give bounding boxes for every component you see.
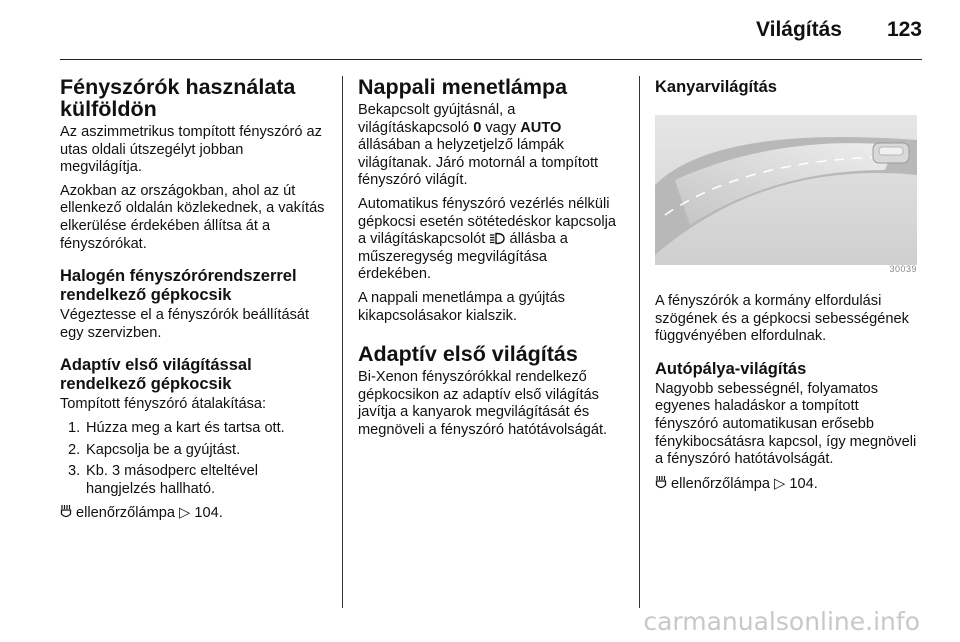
paragraph: Végeztesse el a fényszórók beállítását egy szervizben. xyxy=(60,307,310,341)
image-code: 30039 xyxy=(889,264,917,275)
heading-adaptive-front-lighting: Adaptív első világítás xyxy=(358,342,578,367)
page-ref[interactable]: 104. xyxy=(194,505,223,522)
road-curve-image xyxy=(655,115,917,283)
paragraph: Bi-Xenon fényszórókkal rendelkező gépkocsikon az adaptív első világítás javítja a kanyarok megvilágítását és megnöveli a fényszóró hatótávolságát. xyxy=(358,369,608,438)
column-1 xyxy=(60,76,328,529)
paragraph: Automatikus fényszóró vezérlés nélküli gépkocsi esetén sötétedéskor kapcsolja a világításkapcsolót állásba a műszeregység megvilágítása érdekében. xyxy=(358,195,616,283)
reference-line: ellenőrzőlámpa ▷ 104. xyxy=(60,504,328,523)
header-rule xyxy=(60,59,922,60)
page-ref-arrow: ▷ xyxy=(774,474,786,492)
heading-adaptive-vehicles: Adaptív első világítással rendelkező gépkocsik xyxy=(60,356,252,394)
column-3 xyxy=(655,76,925,499)
list-item: 2. Kapcsolja be a gyújtást. xyxy=(68,441,241,458)
paragraph: Nagyobb sebességnél, folyamatos egyenes haladáskor a tompított fényszóró automatikusan erősebb fénykibocsátásra kapcsol, így megnöveli a fényszóró hatótávolságát. xyxy=(655,380,917,468)
steps-list xyxy=(60,420,328,498)
cornering-light-illustration xyxy=(655,115,917,283)
page-header xyxy=(0,0,960,60)
list-item: 1. Húzza meg a kart és tartsa ott. xyxy=(68,419,285,436)
paragraph: Tompított fényszóró átalakítása: xyxy=(60,396,267,413)
paragraph: Azokban az országokban, ahol az út ellenkező oldalán közlekednek, a vakítás elkerülése érdekében állítsa át a fényszórókat. xyxy=(60,182,325,252)
reference-line: ellenőrzőlámpa ▷ 104. xyxy=(655,475,925,494)
section-title: Világítás xyxy=(756,18,842,41)
paragraph: Az aszimmetrikus tompított fényszóró az utas oldali útszegélyt jobban megvilágítja. xyxy=(60,124,322,176)
column-divider xyxy=(639,76,640,608)
low-beam-icon xyxy=(489,232,505,245)
watermark: carmanualsonline.info xyxy=(643,607,920,636)
heading-motorway-light: Autópálya-világítás xyxy=(655,359,807,378)
paragraph: A fényszórók a kormány elfordulási szögének és a gépkocsi sebességének függvényében elfordulnak. xyxy=(655,293,909,345)
list-item: 3. Kb. 3 másodperc elteltével hangjelzés hallható. xyxy=(68,463,258,497)
heading-halogen: Halogén fényszórórendszerrel rendelkező gépkocsik xyxy=(60,267,297,305)
column-divider xyxy=(342,76,343,608)
paragraph: Bekapcsolt gyújtásnál, a világításkapcsoló 0 vagy AUTO állásában a helyzetjelző lámpák világítanak. Járó motornál a tompított fényszóró világít. xyxy=(358,102,599,189)
page-ref-arrow: ▷ xyxy=(179,504,191,522)
heading-daytime-running-lights: Nappali menetlámpa xyxy=(358,75,568,99)
heading-cornering-light: Kanyarvilágítás xyxy=(655,78,777,96)
headlight-lamp-icon xyxy=(655,475,667,490)
paragraph: A nappali menetlámpa a gyújtás kikapcsolásakor kialszik. xyxy=(358,289,565,324)
column-2 xyxy=(358,76,624,446)
headlight-lamp-icon xyxy=(60,504,72,519)
page-number: 123 xyxy=(886,18,922,41)
page-ref[interactable]: 104. xyxy=(789,475,818,492)
heading-headlights-abroad: Fényszórók használata külföldön xyxy=(60,75,296,121)
